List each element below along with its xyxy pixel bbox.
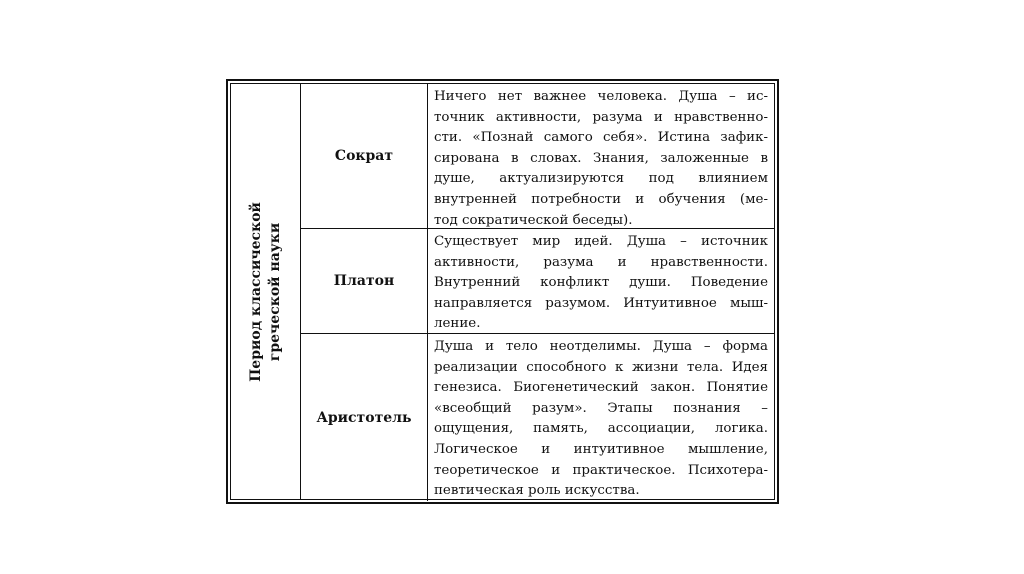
description-line: генезиса. Биогенетический закон. Понятие [434,380,768,396]
period-label-line-2: греческой науки [266,222,283,361]
description-line: сти. «Познай самого себя». Истина зафик- [434,130,768,146]
description-line: «всеобщий разум». Этапы познания – [434,400,768,416]
description-line: ление. [434,316,481,332]
description-line: Душа и тело неотделимы. Душа – форма [434,339,768,354]
philosophy-table [226,79,779,504]
philosopher-description [428,84,774,228]
description-line: сирована в словах. Знания, заложенные в [434,150,768,166]
philosopher-name: Аристотель [301,334,428,501]
period-column [231,84,301,499]
table-rows [301,84,774,499]
table-row-socrates [301,84,774,229]
period-label-line-1: Период классической [247,201,264,382]
description-line: тод сократической беседы). [434,212,633,228]
period-label [247,92,285,492]
philosopher-description [428,334,774,501]
description-line: Существует мир идей. Душа – источник [434,234,768,249]
description-line: внутренней потребности и обучения (ме- [434,191,768,207]
description-line: теоретическое и практическое. Психотера- [434,462,768,478]
table-inner [230,83,775,500]
description-line: душе, актуализируются под влиянием [434,171,768,187]
philosopher-name: Сократ [301,84,428,228]
philosopher-description [428,229,774,333]
description-line: ощущения, память, ассоциации, логика. [434,421,768,437]
description-line: точник активности, разума и нравственно- [434,109,768,125]
description-line: активности, разума и нравственности. [434,254,768,270]
philosopher-name: Платон [301,229,428,333]
table-row-aristotle [301,334,774,501]
description-line: Ничего нет важнее человека. Душа – ис- [434,89,768,104]
description-line: Внутренний конфликт души. Поведение [434,275,768,291]
description-line: Логическое и интуитивное мышление, [434,441,768,457]
description-line: певтическая роль искусства. [434,483,640,499]
description-line: реализации способного к жизни тела. Идея [434,359,768,375]
table-row-plato [301,229,774,334]
description-line: направляется разумом. Интуитивное мыш- [434,295,768,311]
